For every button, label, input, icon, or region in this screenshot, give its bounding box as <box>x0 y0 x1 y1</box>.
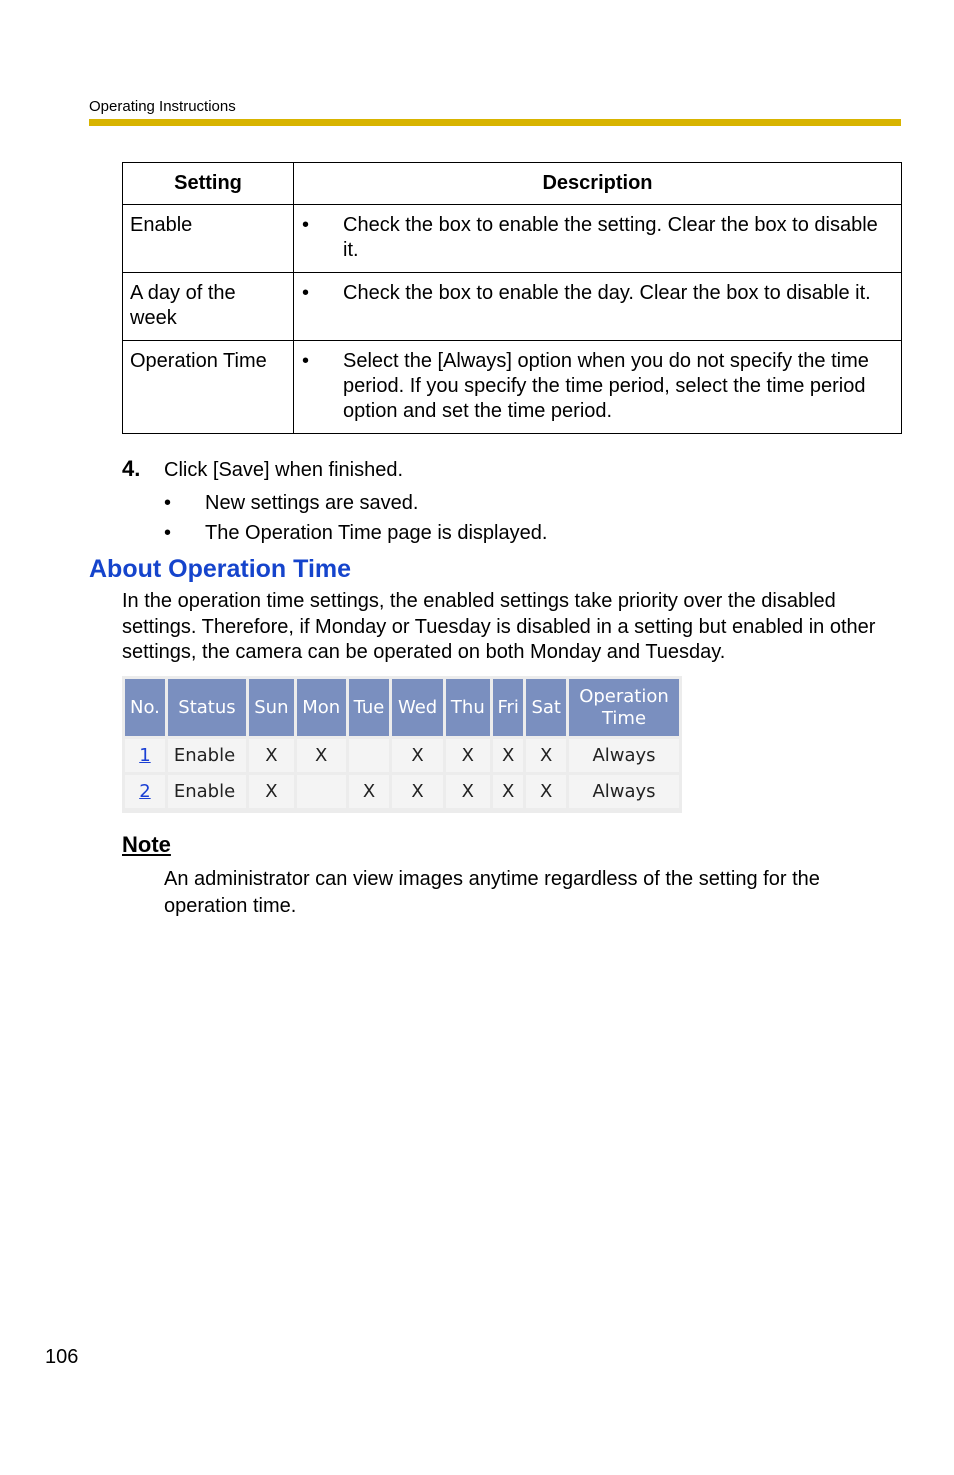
list-item <box>164 518 547 548</box>
section-title: About Operation Time <box>89 555 352 583</box>
day-cell-fri: X <box>493 739 524 772</box>
list-item <box>164 488 547 518</box>
col-header-sat: Sat <box>526 679 566 736</box>
setting-description <box>294 341 902 434</box>
operation-time-cell: Always <box>569 775 679 808</box>
bullet: • <box>164 492 172 514</box>
table-header-row <box>123 163 902 205</box>
column-header-setting: Setting <box>123 163 294 205</box>
col-header-no: No. <box>125 679 165 736</box>
description-text: Check the box to enable the day. Clear the box to disable it. <box>343 282 871 304</box>
row-number-link[interactable]: 2 <box>125 775 165 808</box>
table-row <box>123 273 902 341</box>
bullet: • <box>302 282 310 304</box>
table-row <box>125 775 679 808</box>
operation-time-cell: Always <box>569 739 679 772</box>
col-header-wed: Wed <box>392 679 442 736</box>
bullet: • <box>302 214 310 236</box>
status-cell: Enable <box>168 739 246 772</box>
table-row <box>123 341 902 434</box>
page-number: 106 <box>45 1346 79 1368</box>
col-header-thu: Thu <box>446 679 490 736</box>
setting-description <box>294 273 902 341</box>
step-number: 4. <box>122 456 141 481</box>
setting-description <box>294 205 902 273</box>
header-rule <box>89 119 901 126</box>
step-bullets <box>164 488 547 548</box>
day-cell-sun: X <box>249 775 294 808</box>
column-header-description: Description <box>294 163 902 205</box>
running-header: Operating Instructions <box>89 98 236 115</box>
col-header-sun: Sun <box>249 679 294 736</box>
day-cell-sat: X <box>526 739 566 772</box>
setting-name: Operation Time <box>123 341 294 434</box>
day-cell-mon <box>297 775 346 808</box>
day-cell-mon: X <box>297 739 346 772</box>
row-number-link[interactable]: 1 <box>125 739 165 772</box>
day-cell-sun: X <box>249 739 294 772</box>
day-cell-fri: X <box>493 775 524 808</box>
col-header-status: Status <box>168 679 246 736</box>
list-item-text: The Operation Time page is displayed. <box>205 522 548 544</box>
step-4 <box>122 456 403 482</box>
col-header-tue: Tue <box>349 679 390 736</box>
screenshot-header-row <box>125 679 679 736</box>
bullet: • <box>164 522 172 544</box>
day-cell-tue: X <box>349 775 390 808</box>
status-cell: Enable <box>168 775 246 808</box>
col-header-operation-time: Operation Time <box>569 679 679 736</box>
col-header-fri: Fri <box>493 679 524 736</box>
setting-name: Enable <box>123 205 294 273</box>
operation-time-table <box>122 676 682 811</box>
step-text: Click [Save] when finished. <box>164 459 404 481</box>
note-text: An administrator can view images anytime regardless of the setting for the operation time. <box>164 868 820 917</box>
day-cell-tue <box>349 739 390 772</box>
description-text: Check the box to enable the setting. Clear the box to disable it. <box>343 214 878 261</box>
operation-time-screenshot <box>122 676 682 813</box>
day-cell-sat: X <box>526 775 566 808</box>
note-heading: Note <box>122 832 171 857</box>
day-cell-wed: X <box>392 739 442 772</box>
day-cell-wed: X <box>392 775 442 808</box>
bullet: • <box>302 350 310 372</box>
section-paragraph: In the operation time settings, the enabled settings take priority over the disabled settings. Therefore, if Monday or Tuesday is disabled in a setting but enabled in other settings, the camera can be operated on both Monday and Tuesday. <box>122 590 876 663</box>
col-header-mon: Mon <box>297 679 346 736</box>
settings-table <box>122 162 902 434</box>
table-row <box>125 739 679 772</box>
table-row <box>123 205 902 273</box>
list-item-text: New settings are saved. <box>205 492 419 514</box>
description-text: Select the [Always] option when you do not specify the time period. If you specify the time period, select the time period option and set the time period. <box>343 350 869 422</box>
setting-name: A day of the week <box>123 273 294 341</box>
day-cell-thu: X <box>446 739 490 772</box>
day-cell-thu: X <box>446 775 490 808</box>
